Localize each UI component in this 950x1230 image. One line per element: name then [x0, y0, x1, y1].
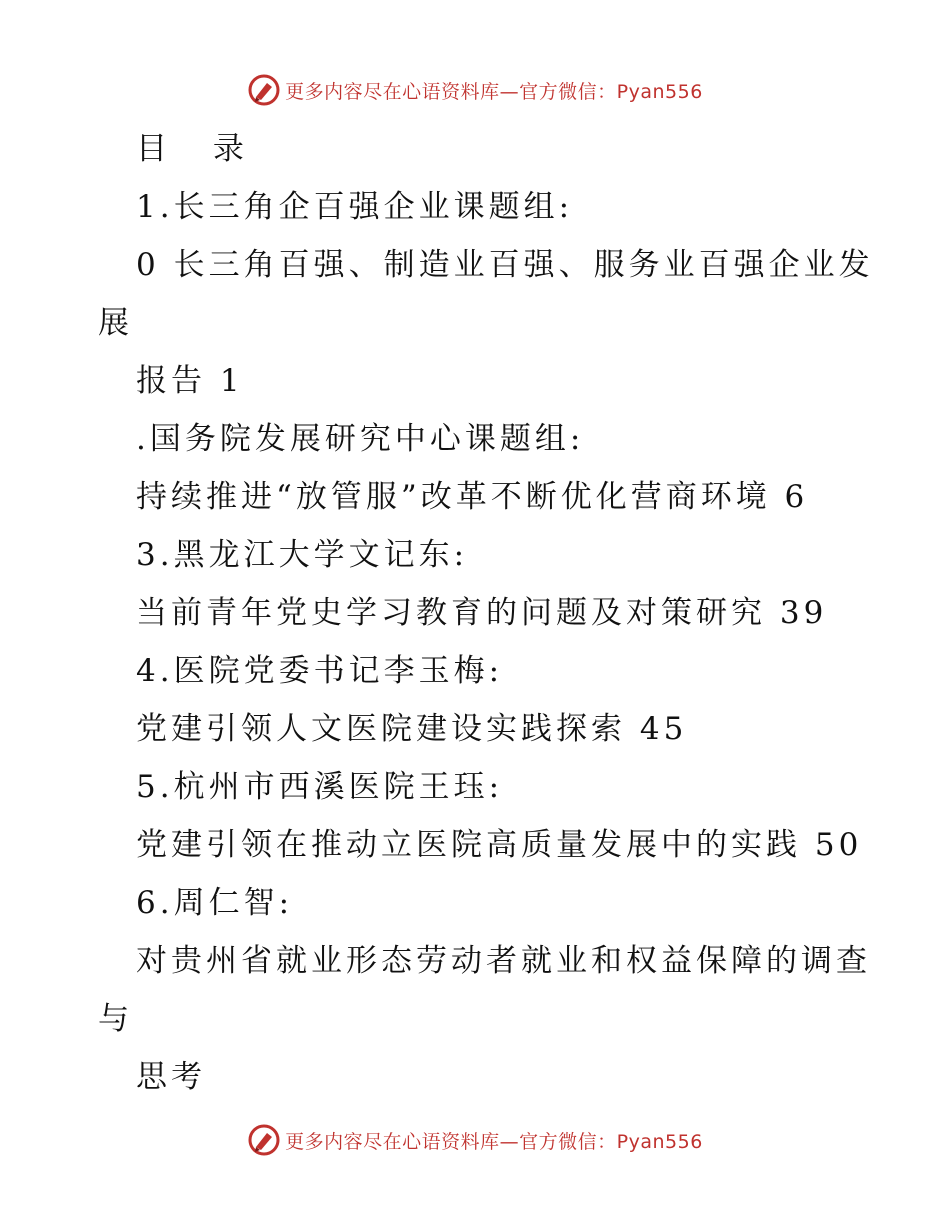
table-of-contents [98, 120, 874, 1106]
toc-line: 与 [98, 1001, 133, 1037]
toc-line: .国务院发展研究中心课题组: [136, 421, 585, 457]
toc-line: 党建引领在推动立医院高质量发展中的实践 50 [136, 827, 863, 863]
footer-watermark [0, 1120, 950, 1160]
toc-line: 展 [98, 305, 133, 341]
toc-line: 当前青年党史学习教育的问题及对策研究 39 [136, 595, 828, 631]
watermark-text: 更多内容尽在心语资料库—官方微信：Pyan556 [285, 80, 703, 103]
toc-line: 持续推进“放管服”改革不断优化营商环境 6 [136, 479, 809, 515]
toc-line: 党建引领人文医院建设实践探索 45 [136, 711, 688, 747]
toc-line: 对贵州省就业形态劳动者就业和权益保障的调查 [136, 943, 871, 979]
toc-line: 报告 1 [136, 363, 244, 399]
header-watermark [0, 70, 950, 110]
toc-line: 3.黑龙江大学文记东: [136, 537, 469, 573]
toc-line: 4.医院党委书记李玉梅: [136, 653, 504, 689]
toc-heading: 目 录 [136, 131, 262, 167]
pen-logo-icon [247, 1123, 281, 1157]
toc-line: 5.杭州市西溪医院王珏: [136, 769, 504, 805]
toc-line: 0 长三角百强、制造业百强、服务业百强企业发 [136, 247, 874, 283]
toc-line: 6.周仁智: [136, 885, 294, 921]
toc-line: 1.长三角企百强企业课题组: [136, 189, 574, 225]
watermark-text: 更多内容尽在心语资料库—官方微信：Pyan556 [285, 1130, 703, 1153]
pen-logo-icon [247, 73, 281, 107]
toc-line: 思考 [136, 1059, 206, 1095]
